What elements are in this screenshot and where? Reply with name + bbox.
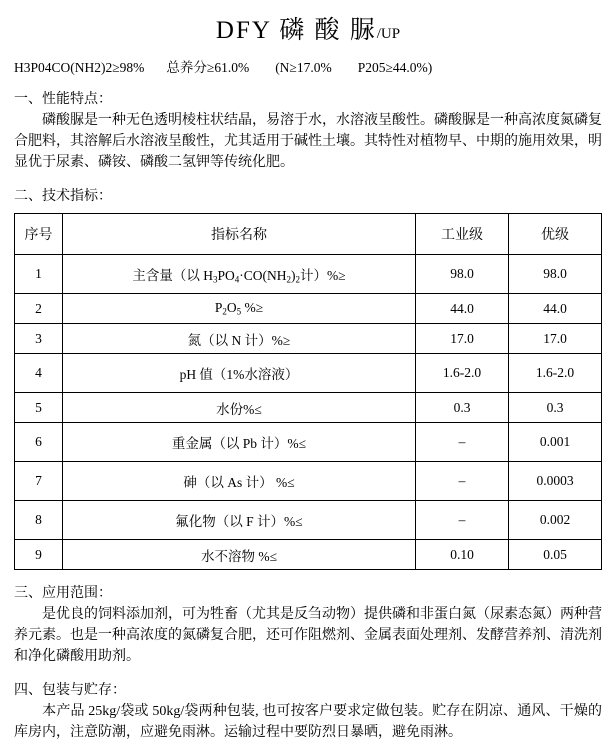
table-row <box>15 393 602 423</box>
cell-indicator-name: pH 值（1%水溶液） <box>63 354 416 393</box>
cell-superior-value: 17.0 <box>509 324 602 354</box>
cell-indicator-name: 水份%≤ <box>63 393 416 423</box>
cell-industrial-value: 98.0 <box>416 255 509 294</box>
cell-indicator-name: 氮（以 N 计）%≥ <box>63 324 416 354</box>
spec-table <box>14 213 602 570</box>
cell-indicator-name: $P_2O_5$ %≥ <box>63 294 416 324</box>
section-1-body <box>0 110 616 173</box>
cell-superior-value: 0.0003 <box>509 462 602 501</box>
cell-industrial-value: – <box>416 462 509 501</box>
table-header-no: 序号 <box>15 214 63 255</box>
cell-indicator-name: 重金属（以 Pb 计）%≤ <box>63 423 416 462</box>
formula-part-2: 总养分≥61.0% <box>166 60 250 75</box>
table-row <box>15 462 602 501</box>
cell-no: 4 <box>15 354 63 393</box>
section-4-body <box>0 701 616 743</box>
cell-industrial-value: 1.6-2.0 <box>416 354 509 393</box>
cell-indicator-name: 砷（以 As 计） %≤ <box>63 462 416 501</box>
section-1-text: 磷酸脲是一种无色透明棱柱状结晶，易溶于水，水溶液呈酸性。磷酸脲是一种高浓度氮磷复合肥料，其溶解后水溶液呈酸性，尤其适用于碱性土壤。其特性对植物早、中期的施用效果，明显优于尿素、磷铵、磷酸二氢钾等传统化肥。 <box>14 113 602 170</box>
formula-line <box>0 56 616 76</box>
formula-part-1: H3P04CO(NH2)2≥98% <box>14 60 145 75</box>
cell-indicator-name: 氟化物（以 F 计）%≤ <box>63 501 416 540</box>
cell-no: 2 <box>15 294 63 324</box>
table-row <box>15 255 602 294</box>
cell-no: 3 <box>15 324 63 354</box>
table-header-name: 指标名称 <box>63 214 416 255</box>
cell-superior-value: 44.0 <box>509 294 602 324</box>
table-row <box>15 540 602 570</box>
formula-part-3: (N≥17.0% <box>275 60 332 75</box>
section-4-heading: 四、包装与贮存： <box>14 683 126 698</box>
section-3-text: 是优良的饲料添加剂，可为牲畜（尤其是反刍动物）提供磷和非蛋白氮（尿素态氮）两种营养元素。也是一种高浓度的氮磷复合肥，还可作阻燃剂、金属表面处理剂、发酵营养剂、清洗剂和净化磷酸用助剂。 <box>14 607 602 664</box>
section-3-heading: 三、应用范围： <box>14 586 112 601</box>
cell-no: 8 <box>15 501 63 540</box>
cell-industrial-value: – <box>416 501 509 540</box>
formula-part-4: P205≥44.0%) <box>357 60 433 75</box>
cell-no: 7 <box>15 462 63 501</box>
table-header-superior: 优级 <box>509 214 602 255</box>
cell-industrial-value: 0.10 <box>416 540 509 570</box>
table-row <box>15 423 602 462</box>
cell-superior-value: 0.001 <box>509 423 602 462</box>
table-row <box>15 294 602 324</box>
cell-industrial-value: – <box>416 423 509 462</box>
title-main-text: DFY 磷 酸 脲 <box>215 17 377 44</box>
spec-table-container <box>0 213 616 570</box>
page-title <box>0 0 616 44</box>
cell-industrial-value: 44.0 <box>416 294 509 324</box>
cell-superior-value: 0.002 <box>509 501 602 540</box>
section-3-body <box>0 604 616 667</box>
cell-superior-value: 1.6-2.0 <box>509 354 602 393</box>
table-row <box>15 501 602 540</box>
section-1-heading: 一、性能特点： <box>14 92 112 107</box>
cell-indicator-name: 主含量（以 $H_3PO_4\cdot CO(NH_2)_2$计）%≥ <box>63 255 416 294</box>
table-header-row <box>15 214 602 255</box>
cell-no: 5 <box>15 393 63 423</box>
cell-no: 9 <box>15 540 63 570</box>
cell-no: 6 <box>15 423 63 462</box>
cell-superior-value: 0.05 <box>509 540 602 570</box>
cell-industrial-value: 0.3 <box>416 393 509 423</box>
cell-superior-value: 98.0 <box>509 255 602 294</box>
cell-indicator-name: 水不溶物 %≤ <box>63 540 416 570</box>
section-4-text: 本产品 25kg/袋或 50kg/袋两种包装, 也可按客户要求定做包装。贮存在阴凉、通风、干燥的库房内，注意防潮，应避免雨淋。运输过程中要防烈日暴晒，避免雨淋。 <box>14 704 602 740</box>
cell-no: 1 <box>15 255 63 294</box>
section-2-heading: 二、技术指标： <box>14 189 112 204</box>
table-row <box>15 324 602 354</box>
title-sub-text: /UP <box>376 26 401 42</box>
cell-superior-value: 0.3 <box>509 393 602 423</box>
table-header-industrial: 工业级 <box>416 214 509 255</box>
cell-industrial-value: 17.0 <box>416 324 509 354</box>
table-row <box>15 354 602 393</box>
